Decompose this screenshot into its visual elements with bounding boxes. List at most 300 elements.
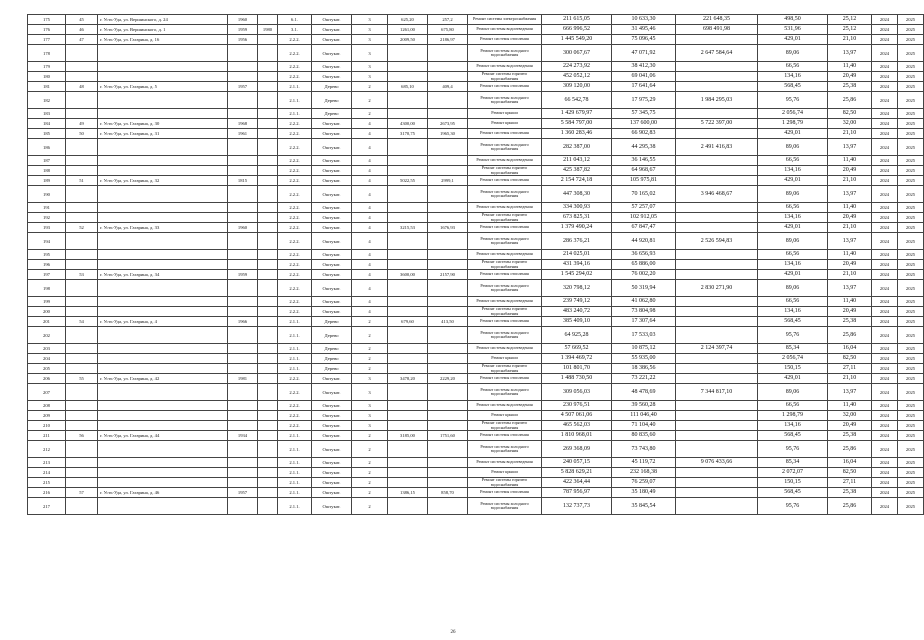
table-row xyxy=(28,45,924,62)
total-area-cell xyxy=(388,478,428,488)
year-built-cell xyxy=(228,45,258,62)
year-end-cell: 2025 xyxy=(898,458,924,468)
year-reconstructed-cell xyxy=(258,270,278,280)
floors-cell: 2 xyxy=(352,317,388,327)
row-number-cell: 204 xyxy=(28,354,66,364)
year-end-cell: 2025 xyxy=(898,35,924,45)
work-cost-cell: 1 429 679,97 xyxy=(542,109,612,119)
unit-control-cost-cell: 20,49 xyxy=(828,213,872,223)
house-total-cell xyxy=(676,468,758,478)
living-area-cell xyxy=(428,166,468,176)
table-row xyxy=(28,139,924,156)
address-cell xyxy=(98,250,228,260)
series-code-cell: 2.1.1. xyxy=(278,344,312,354)
unit-control-cost-cell: 21,10 xyxy=(828,129,872,139)
total-area-cell: 685,10 xyxy=(388,82,428,92)
control-cost-cell: 17 533,03 xyxy=(612,327,676,344)
year-end-cell: 2025 xyxy=(898,223,924,233)
year-end-cell: 2025 xyxy=(898,270,924,280)
row-number-cell: 187 xyxy=(28,156,66,166)
year-end-cell: 2025 xyxy=(898,374,924,384)
wall-material-cell: Оштукат. xyxy=(312,488,352,498)
wall-material-cell: Дерево xyxy=(312,364,352,374)
work-cost-cell: 269 368,09 xyxy=(542,441,612,458)
unit-cost-cell: 568,45 xyxy=(758,317,828,327)
address-cell xyxy=(98,441,228,458)
wall-material-cell: Дерево xyxy=(312,327,352,344)
year-end-cell: 2025 xyxy=(898,478,924,488)
address-cell xyxy=(98,166,228,176)
work-cost-cell: 1 488 730,50 xyxy=(542,374,612,384)
table-row xyxy=(28,431,924,441)
work-type-cell: Ремонт системы электроснабжения xyxy=(468,15,542,25)
year-reconstructed-cell xyxy=(258,431,278,441)
house-number-cell xyxy=(66,139,98,156)
row-number-cell: 178 xyxy=(28,45,66,62)
unit-control-cost-cell: 25,38 xyxy=(828,431,872,441)
total-area-cell: 3215,53 xyxy=(388,223,428,233)
unit-cost-cell: 2 072,07 xyxy=(758,468,828,478)
address-cell xyxy=(98,186,228,203)
year-reconstructed-cell xyxy=(258,35,278,45)
year-built-cell: 1815 xyxy=(228,176,258,186)
table-row xyxy=(28,72,924,82)
year-end-cell: 2025 xyxy=(898,317,924,327)
table-row xyxy=(28,15,924,25)
living-area-cell xyxy=(428,297,468,307)
house-total-cell: 5 722 397,00 xyxy=(676,119,758,129)
total-area-cell xyxy=(388,233,428,250)
address-cell xyxy=(98,364,228,374)
living-area-cell xyxy=(428,260,468,270)
living-area-cell: 2673,95 xyxy=(428,119,468,129)
house-number-cell xyxy=(66,250,98,260)
house-total-cell xyxy=(676,421,758,431)
unit-cost-cell: 568,45 xyxy=(758,82,828,92)
series-code-cell: 2.2.2. xyxy=(278,280,312,297)
year-built-cell: 1957 xyxy=(228,82,258,92)
work-cost-cell: 1 810 968,01 xyxy=(542,431,612,441)
house-number-cell: 57 xyxy=(66,488,98,498)
year-start-cell: 2024 xyxy=(872,156,898,166)
unit-control-cost-cell: 11,40 xyxy=(828,250,872,260)
year-reconstructed-cell xyxy=(258,364,278,374)
work-cost-cell: 673 825,31 xyxy=(542,213,612,223)
control-cost-cell: 105 975,81 xyxy=(612,176,676,186)
year-start-cell: 2024 xyxy=(872,139,898,156)
table-row xyxy=(28,280,924,297)
series-code-cell: 2.2.2. xyxy=(278,297,312,307)
work-type-cell: Ремонт системы водоотведения xyxy=(468,203,542,213)
house-total-cell xyxy=(676,354,758,364)
address-cell xyxy=(98,468,228,478)
house-total-cell: 2 830 271,90 xyxy=(676,280,758,297)
work-type-cell: Ремонт системы водоотведения xyxy=(468,250,542,260)
work-cost-cell: 1 545 294,02 xyxy=(542,270,612,280)
work-cost-cell: 214 025,01 xyxy=(542,250,612,260)
work-cost-cell: 465 562,03 xyxy=(542,421,612,431)
series-code-cell: 2.2.2. xyxy=(278,233,312,250)
series-code-cell: 2.2.2. xyxy=(278,119,312,129)
series-code-cell: 2.2.2. xyxy=(278,421,312,431)
unit-cost-cell: 89,06 xyxy=(758,280,828,297)
living-area-cell xyxy=(428,186,468,203)
year-built-cell: 1966 xyxy=(228,317,258,327)
unit-control-cost-cell: 20,49 xyxy=(828,260,872,270)
year-reconstructed-cell xyxy=(258,139,278,156)
year-end-cell: 2025 xyxy=(898,498,924,515)
control-cost-cell: 48 478,69 xyxy=(612,384,676,401)
year-built-cell xyxy=(228,421,258,431)
series-code-cell: 2.2.2. xyxy=(278,203,312,213)
year-end-cell: 2025 xyxy=(898,62,924,72)
control-cost-cell: 73 804,98 xyxy=(612,307,676,317)
table-row xyxy=(28,468,924,478)
year-start-cell: 2024 xyxy=(872,421,898,431)
house-number-cell: 52 xyxy=(66,223,98,233)
table-row xyxy=(28,25,924,35)
wall-material-cell: Оштукат. xyxy=(312,250,352,260)
year-built-cell xyxy=(228,233,258,250)
series-code-cell: 2.1.1. xyxy=(278,82,312,92)
house-number-cell xyxy=(66,411,98,421)
series-code-cell: 2.1.1. xyxy=(278,92,312,109)
floors-cell: 2 xyxy=(352,431,388,441)
unit-cost-cell: 95,76 xyxy=(758,92,828,109)
year-built-cell: 1934 xyxy=(228,431,258,441)
year-start-cell: 2024 xyxy=(872,166,898,176)
table-row xyxy=(28,260,924,270)
wall-material-cell: Оштукат. xyxy=(312,129,352,139)
series-code-cell: 2.2.2. xyxy=(278,307,312,317)
control-cost-cell: 41 062,80 xyxy=(612,297,676,307)
house-total-cell xyxy=(676,109,758,119)
unit-control-cost-cell: 25,86 xyxy=(828,441,872,458)
series-code-cell: 2.2.2. xyxy=(278,166,312,176)
year-reconstructed-cell xyxy=(258,92,278,109)
unit-control-cost-cell: 11,40 xyxy=(828,401,872,411)
address-cell xyxy=(98,458,228,468)
house-number-cell: 53 xyxy=(66,270,98,280)
house-number-cell xyxy=(66,186,98,203)
address-cell xyxy=(98,354,228,364)
work-type-cell: Ремонт системы отопления xyxy=(468,129,542,139)
control-cost-cell: 39 560,28 xyxy=(612,401,676,411)
unit-control-cost-cell: 25,12 xyxy=(828,15,872,25)
work-cost-cell: 447 308,30 xyxy=(542,186,612,203)
house-total-cell xyxy=(676,260,758,270)
floors-cell: 4 xyxy=(352,119,388,129)
living-area-cell xyxy=(428,327,468,344)
row-number-cell: 203 xyxy=(28,344,66,354)
year-start-cell: 2024 xyxy=(872,344,898,354)
year-end-cell: 2025 xyxy=(898,488,924,498)
work-cost-cell: 5 828 629,21 xyxy=(542,468,612,478)
row-number-cell: 208 xyxy=(28,401,66,411)
work-type-cell: Ремонт системы холодного водоснабжения xyxy=(468,233,542,250)
year-start-cell: 2024 xyxy=(872,468,898,478)
year-start-cell: 2024 xyxy=(872,15,898,25)
total-area-cell xyxy=(388,92,428,109)
wall-material-cell: Оштукат. xyxy=(312,233,352,250)
unit-cost-cell: 66,56 xyxy=(758,297,828,307)
total-area-cell xyxy=(388,297,428,307)
house-total-cell xyxy=(676,176,758,186)
year-end-cell: 2025 xyxy=(898,250,924,260)
living-area-cell: 2229,20 xyxy=(428,374,468,384)
control-cost-cell: 50 319,94 xyxy=(612,280,676,297)
house-number-cell xyxy=(66,498,98,515)
address-cell xyxy=(98,156,228,166)
total-area-cell xyxy=(388,250,428,260)
control-cost-cell: 80 835,60 xyxy=(612,431,676,441)
unit-cost-cell: 134,16 xyxy=(758,421,828,431)
work-type-cell: Ремонт системы холодного водоснабжения xyxy=(468,441,542,458)
floors-cell: 4 xyxy=(352,280,388,297)
year-built-cell xyxy=(228,260,258,270)
address-cell xyxy=(98,260,228,270)
control-cost-cell: 44 920,81 xyxy=(612,233,676,250)
year-built-cell xyxy=(228,498,258,515)
unit-control-cost-cell: 25,38 xyxy=(828,317,872,327)
unit-control-cost-cell: 20,49 xyxy=(828,166,872,176)
year-start-cell: 2024 xyxy=(872,327,898,344)
house-number-cell xyxy=(66,92,98,109)
total-area-cell xyxy=(388,498,428,515)
address-cell: г. Усть-Уда, ул. Гагарина, д. 33 xyxy=(98,223,228,233)
row-number-cell: 185 xyxy=(28,129,66,139)
wall-material-cell: Оштукат. xyxy=(312,411,352,421)
year-built-cell xyxy=(228,280,258,297)
series-code-cell: 2.2.2. xyxy=(278,223,312,233)
work-cost-cell: 309 120,00 xyxy=(542,82,612,92)
control-cost-cell: 76 259,07 xyxy=(612,478,676,488)
unit-control-cost-cell: 21,10 xyxy=(828,223,872,233)
year-end-cell: 2025 xyxy=(898,327,924,344)
wall-material-cell: Оштукат. xyxy=(312,401,352,411)
year-start-cell: 2024 xyxy=(872,45,898,62)
living-area-cell xyxy=(428,203,468,213)
year-reconstructed-cell xyxy=(258,441,278,458)
address-cell: г. Усть-Уда, ул. Гагарина, д. 30 xyxy=(98,119,228,129)
table-row xyxy=(28,458,924,468)
living-area-cell xyxy=(428,354,468,364)
house-number-cell xyxy=(66,458,98,468)
year-reconstructed-cell xyxy=(258,401,278,411)
year-reconstructed-cell xyxy=(258,317,278,327)
series-code-cell: 2.1.1. xyxy=(278,488,312,498)
floors-cell: 4 xyxy=(352,176,388,186)
year-reconstructed-cell xyxy=(258,203,278,213)
floors-cell: 4 xyxy=(352,213,388,223)
house-number-cell xyxy=(66,213,98,223)
year-end-cell: 2025 xyxy=(898,280,924,297)
year-reconstructed-cell xyxy=(258,307,278,317)
year-start-cell: 2024 xyxy=(872,129,898,139)
row-number-cell: 182 xyxy=(28,92,66,109)
row-number-cell: 186 xyxy=(28,139,66,156)
work-cost-cell: 282 387,00 xyxy=(542,139,612,156)
series-code-cell: 2.2.2. xyxy=(278,374,312,384)
unit-cost-cell: 429,01 xyxy=(758,176,828,186)
year-built-cell xyxy=(228,327,258,344)
year-built-cell xyxy=(228,186,258,203)
work-cost-cell: 385 409,10 xyxy=(542,317,612,327)
total-area-cell: 3185,00 xyxy=(388,431,428,441)
year-reconstructed-cell xyxy=(258,82,278,92)
year-reconstructed-cell xyxy=(258,468,278,478)
year-reconstructed-cell xyxy=(258,156,278,166)
living-area-cell: 413,50 xyxy=(428,317,468,327)
wall-material-cell: Оштукат. xyxy=(312,458,352,468)
table-row xyxy=(28,384,924,401)
address-cell xyxy=(98,344,228,354)
total-area-cell xyxy=(388,411,428,421)
house-number-cell: 56 xyxy=(66,431,98,441)
house-total-cell xyxy=(676,203,758,213)
house-number-cell xyxy=(66,62,98,72)
wall-material-cell: Оштукат. xyxy=(312,72,352,82)
year-start-cell: 2024 xyxy=(872,109,898,119)
table-row xyxy=(28,213,924,223)
table-row xyxy=(28,119,924,129)
year-start-cell: 2024 xyxy=(872,297,898,307)
total-area-cell xyxy=(388,45,428,62)
living-area-cell xyxy=(428,62,468,72)
total-area-cell xyxy=(388,72,428,82)
wall-material-cell: Оштукат. xyxy=(312,384,352,401)
work-cost-cell: 666 996,52 xyxy=(542,25,612,35)
unit-control-cost-cell: 13,97 xyxy=(828,139,872,156)
living-area-cell xyxy=(428,250,468,260)
year-start-cell: 2024 xyxy=(872,213,898,223)
work-cost-cell: 1 379 490,24 xyxy=(542,223,612,233)
year-built-cell xyxy=(228,203,258,213)
row-number-cell: 198 xyxy=(28,280,66,297)
work-cost-cell: 132 737,73 xyxy=(542,498,612,515)
year-start-cell: 2024 xyxy=(872,25,898,35)
work-cost-cell: 224 273,92 xyxy=(542,62,612,72)
floors-cell: 4 xyxy=(352,307,388,317)
house-number-cell xyxy=(66,72,98,82)
control-cost-cell: 75 096,45 xyxy=(612,35,676,45)
table-row xyxy=(28,364,924,374)
control-cost-cell: 38 412,30 xyxy=(612,62,676,72)
row-number-cell: 195 xyxy=(28,250,66,260)
work-type-cell: Ремонт системы отопления xyxy=(468,374,542,384)
year-built-cell: 1960 xyxy=(228,15,258,25)
year-built-cell: 1960 xyxy=(228,223,258,233)
work-type-cell: Ремонт системы горячего водоснабжения xyxy=(468,72,542,82)
unit-cost-cell: 134,16 xyxy=(758,213,828,223)
floors-cell: 3 xyxy=(352,15,388,25)
total-area-cell: 3600,00 xyxy=(388,270,428,280)
control-cost-cell: 65 886,00 xyxy=(612,260,676,270)
year-start-cell: 2024 xyxy=(872,307,898,317)
year-built-cell xyxy=(228,468,258,478)
row-number-cell: 213 xyxy=(28,458,66,468)
house-number-cell xyxy=(66,468,98,478)
row-number-cell: 183 xyxy=(28,109,66,119)
unit-cost-cell: 95,76 xyxy=(758,498,828,515)
work-cost-cell: 240 057,15 xyxy=(542,458,612,468)
wall-material-cell: Оштукат. xyxy=(312,203,352,213)
unit-control-cost-cell: 27,11 xyxy=(828,364,872,374)
house-total-cell: 1 984 295,03 xyxy=(676,92,758,109)
year-reconstructed-cell xyxy=(258,498,278,515)
living-area-cell xyxy=(428,411,468,421)
table-row xyxy=(28,344,924,354)
wall-material-cell: Оштукат. xyxy=(312,478,352,488)
work-type-cell: Ремонт системы водоотведения xyxy=(468,62,542,72)
year-reconstructed-cell xyxy=(258,421,278,431)
work-type-cell: Ремонт системы холодного водоснабжения xyxy=(468,45,542,62)
year-reconstructed-cell xyxy=(258,62,278,72)
unit-cost-cell: 134,16 xyxy=(758,260,828,270)
work-type-cell: Ремонт системы горячего водоснабжения xyxy=(468,166,542,176)
floors-cell: 2 xyxy=(352,498,388,515)
address-cell xyxy=(98,384,228,401)
unit-control-cost-cell: 21,10 xyxy=(828,35,872,45)
floors-cell: 3 xyxy=(352,401,388,411)
work-cost-cell: 5 584 797,00 xyxy=(542,119,612,129)
living-area-cell xyxy=(428,139,468,156)
year-reconstructed-cell xyxy=(258,344,278,354)
unit-cost-cell: 85,34 xyxy=(758,458,828,468)
unit-control-cost-cell: 13,97 xyxy=(828,186,872,203)
row-number-cell: 192 xyxy=(28,213,66,223)
row-number-cell: 197 xyxy=(28,270,66,280)
control-cost-cell: 137 600,00 xyxy=(612,119,676,129)
control-cost-cell: 73 743,80 xyxy=(612,441,676,458)
living-area-cell xyxy=(428,213,468,223)
floors-cell: 4 xyxy=(352,203,388,213)
address-cell xyxy=(98,411,228,421)
year-reconstructed-cell xyxy=(258,478,278,488)
series-code-cell: 2.1.1. xyxy=(278,498,312,515)
year-end-cell: 2025 xyxy=(898,354,924,364)
work-type-cell: Ремонт системы отопления xyxy=(468,431,542,441)
house-number-cell xyxy=(66,297,98,307)
wall-material-cell: Оштукат. xyxy=(312,307,352,317)
year-built-cell xyxy=(228,109,258,119)
unit-cost-cell: 429,01 xyxy=(758,35,828,45)
house-total-cell xyxy=(676,498,758,515)
unit-control-cost-cell: 16,04 xyxy=(828,458,872,468)
house-number-cell xyxy=(66,354,98,364)
living-area-cell xyxy=(428,92,468,109)
year-end-cell: 2025 xyxy=(898,344,924,354)
address-cell xyxy=(98,62,228,72)
house-total-cell xyxy=(676,250,758,260)
house-number-cell: 55 xyxy=(66,374,98,384)
year-start-cell: 2024 xyxy=(872,498,898,515)
floors-cell: 3 xyxy=(352,72,388,82)
work-type-cell: Ремонт системы горячего водоснабжения xyxy=(468,307,542,317)
work-cost-cell: 101 801,70 xyxy=(542,364,612,374)
wall-material-cell: Оштукат. xyxy=(312,166,352,176)
row-number-cell: 193 xyxy=(28,223,66,233)
living-area-cell xyxy=(428,468,468,478)
house-number-cell xyxy=(66,45,98,62)
year-reconstructed-cell xyxy=(258,119,278,129)
address-cell xyxy=(98,203,228,213)
unit-control-cost-cell: 82,50 xyxy=(828,354,872,364)
year-start-cell: 2024 xyxy=(872,354,898,364)
address-cell: г. Усть-Уда, ул. Гагарина, д. 4 xyxy=(98,317,228,327)
unit-cost-cell: 134,16 xyxy=(758,72,828,82)
year-end-cell: 2025 xyxy=(898,468,924,478)
